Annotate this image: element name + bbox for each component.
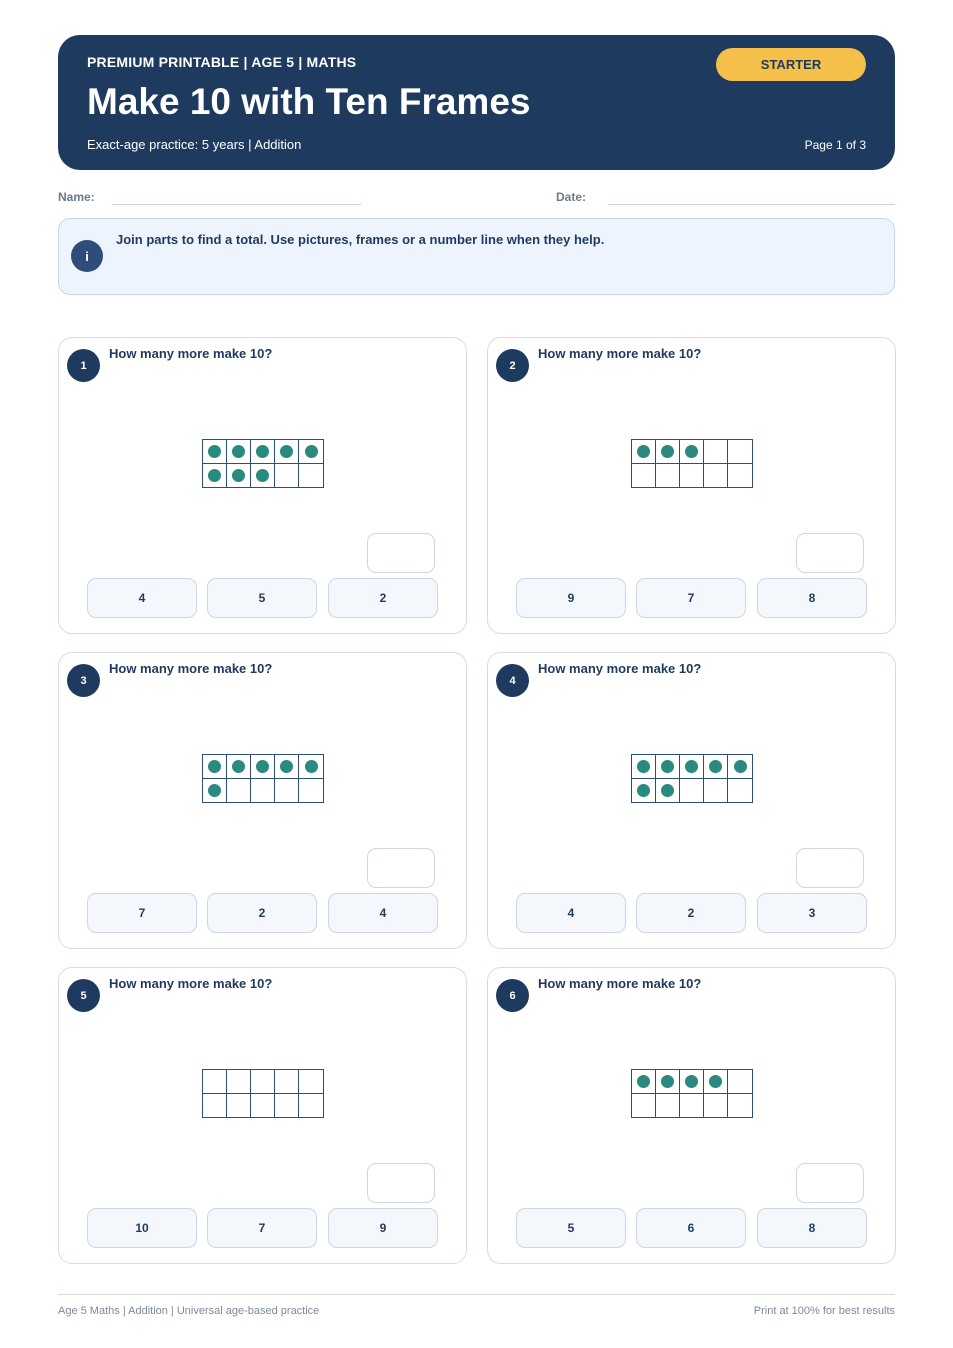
footer-right: Print at 100% for best results — [753, 1305, 895, 1317]
answer-option[interactable]: 2 — [636, 893, 746, 933]
ten-frame-cell — [299, 440, 323, 464]
date-label: Date: — [556, 190, 587, 204]
ten-frame — [631, 1069, 753, 1118]
ten-frame-cell — [656, 755, 680, 779]
ten-frame-cell — [275, 755, 299, 779]
ten-frame-cell — [203, 779, 227, 803]
ten-frame-cell — [275, 1094, 299, 1118]
ten-frame-cell — [299, 1094, 323, 1118]
problem-question: How many more make 10? — [538, 661, 702, 676]
ten-frame-cell — [227, 464, 251, 488]
answer-option[interactable]: 2 — [328, 578, 438, 618]
ten-frame-cell — [632, 1070, 656, 1094]
ten-frame-cell — [632, 779, 656, 803]
problem-question: How many more make 10? — [538, 976, 702, 991]
counter-dot — [305, 445, 318, 458]
counter-dot — [661, 784, 674, 797]
answer-box[interactable] — [367, 1163, 435, 1203]
ten-frame-cell — [728, 1070, 752, 1094]
ten-frame-cell — [275, 1070, 299, 1094]
ten-frame-cell — [299, 779, 323, 803]
answer-box[interactable] — [796, 1163, 864, 1203]
ten-frame-cell — [704, 464, 728, 488]
answer-option[interactable]: 10 — [87, 1208, 197, 1248]
ten-frame — [202, 1069, 324, 1118]
counter-dot — [280, 445, 293, 458]
ten-frame-cell — [251, 1094, 275, 1118]
ten-frame-cell — [275, 779, 299, 803]
answer-option[interactable]: 9 — [328, 1208, 438, 1248]
ten-frame-cell — [275, 464, 299, 488]
ten-frame-cell — [632, 464, 656, 488]
counter-dot — [256, 469, 269, 482]
ten-frame-cell — [227, 440, 251, 464]
ten-frame-cell — [728, 1094, 752, 1118]
counter-dot — [232, 469, 245, 482]
ten-frame-cell — [632, 440, 656, 464]
answer-option[interactable]: 5 — [516, 1208, 626, 1248]
ten-frame-cell — [656, 1070, 680, 1094]
counter-dot — [256, 760, 269, 773]
answer-option[interactable]: 8 — [757, 1208, 867, 1248]
counter-dot — [709, 760, 722, 773]
ten-frame-cell — [632, 755, 656, 779]
ten-frame-cell — [299, 1070, 323, 1094]
answer-option[interactable]: 7 — [87, 893, 197, 933]
answer-option[interactable]: 7 — [207, 1208, 317, 1248]
page-title: Make 10 with Ten Frames — [87, 81, 531, 122]
ten-frame-cell — [656, 464, 680, 488]
header-subtitle: Exact-age practice: 5 years | Addition — [87, 137, 302, 152]
problem-question: How many more make 10? — [538, 346, 702, 361]
instructions-text: Join parts to find a total. Use pictures, frames or a number line when they help. — [116, 232, 605, 247]
ten-frame-cell — [299, 464, 323, 488]
ten-frame-cell — [728, 464, 752, 488]
name-label: Name: — [58, 190, 95, 204]
ten-frame-cell — [656, 779, 680, 803]
counter-dot — [208, 784, 221, 797]
problem-question: How many more make 10? — [109, 346, 273, 361]
counter-dot — [305, 760, 318, 773]
answer-option[interactable]: 8 — [757, 578, 867, 618]
counter-dot — [685, 760, 698, 773]
counter-dot — [208, 760, 221, 773]
counter-dot — [685, 445, 698, 458]
ten-frame-cell — [203, 1094, 227, 1118]
counter-dot — [256, 445, 269, 458]
ten-frame-cell — [704, 779, 728, 803]
answer-box[interactable] — [796, 848, 864, 888]
problem-card — [487, 337, 896, 634]
worksheet-header — [58, 35, 895, 170]
ten-frame-cell — [656, 1094, 680, 1118]
answer-option[interactable]: 5 — [207, 578, 317, 618]
problem-card — [487, 652, 896, 949]
counter-dot — [232, 445, 245, 458]
answer-box[interactable] — [367, 848, 435, 888]
problem-number: 1 — [67, 349, 100, 382]
answer-box[interactable] — [367, 533, 435, 573]
ten-frame — [202, 754, 324, 803]
ten-frame-cell — [227, 755, 251, 779]
ten-frame-cell — [704, 440, 728, 464]
ten-frame — [202, 439, 324, 488]
answer-option[interactable]: 4 — [516, 893, 626, 933]
problem-number: 6 — [496, 979, 529, 1012]
problem-question: How many more make 10? — [109, 976, 273, 991]
instructions-box — [58, 218, 895, 295]
page-indicator: Page 1 of 3 — [804, 138, 866, 152]
ten-frame-cell — [251, 464, 275, 488]
problem-card — [58, 652, 467, 949]
ten-frame-cell — [251, 755, 275, 779]
problem-card — [58, 967, 467, 1264]
counter-dot — [637, 784, 650, 797]
counter-dot — [734, 760, 747, 773]
problem-card — [487, 967, 896, 1264]
problem-question: How many more make 10? — [109, 661, 273, 676]
problem-number: 5 — [67, 979, 100, 1012]
ten-frame-cell — [728, 755, 752, 779]
counter-dot — [661, 1075, 674, 1088]
date-field[interactable] — [608, 204, 895, 205]
counter-dot — [637, 1075, 650, 1088]
header-kicker: PREMIUM PRINTABLE | AGE 5 | MATHS — [87, 54, 357, 70]
level-badge: STARTER — [716, 48, 866, 81]
counter-dot — [208, 445, 221, 458]
ten-frame-cell — [680, 440, 704, 464]
answer-option[interactable]: 3 — [757, 893, 867, 933]
ten-frame-cell — [203, 464, 227, 488]
answer-option[interactable]: 4 — [328, 893, 438, 933]
answer-option[interactable]: 9 — [516, 578, 626, 618]
ten-frame-cell — [680, 1094, 704, 1118]
ten-frame-cell — [680, 1070, 704, 1094]
problem-card — [58, 337, 467, 634]
problem-number: 4 — [496, 664, 529, 697]
ten-frame-cell — [704, 755, 728, 779]
footer-left: Age 5 Maths | Addition | Universal age-based practice — [58, 1305, 320, 1317]
name-field[interactable] — [112, 204, 361, 205]
ten-frame-cell — [299, 755, 323, 779]
ten-frame-cell — [275, 440, 299, 464]
ten-frame-cell — [704, 1070, 728, 1094]
answer-box[interactable] — [796, 533, 864, 573]
problem-number: 2 — [496, 349, 529, 382]
counter-dot — [232, 760, 245, 773]
ten-frame-cell — [227, 779, 251, 803]
footer-divider — [58, 1294, 895, 1295]
counter-dot — [709, 1075, 722, 1088]
answer-option[interactable]: 6 — [636, 1208, 746, 1248]
counter-dot — [280, 760, 293, 773]
counter-dot — [637, 760, 650, 773]
answer-option[interactable]: 7 — [636, 578, 746, 618]
ten-frame-cell — [680, 779, 704, 803]
counter-dot — [661, 760, 674, 773]
answer-option[interactable]: 4 — [87, 578, 197, 618]
problem-number: 3 — [67, 664, 100, 697]
ten-frame-cell — [704, 1094, 728, 1118]
ten-frame-cell — [251, 779, 275, 803]
ten-frame-cell — [251, 1070, 275, 1094]
ten-frame — [631, 754, 753, 803]
counter-dot — [208, 469, 221, 482]
ten-frame-cell — [203, 440, 227, 464]
counter-dot — [637, 445, 650, 458]
info-icon: i — [71, 240, 103, 272]
ten-frame-cell — [728, 440, 752, 464]
ten-frame-cell — [680, 464, 704, 488]
ten-frame-cell — [203, 1070, 227, 1094]
counter-dot — [685, 1075, 698, 1088]
ten-frame-cell — [728, 779, 752, 803]
ten-frame-cell — [680, 755, 704, 779]
ten-frame-cell — [251, 440, 275, 464]
ten-frame-cell — [227, 1094, 251, 1118]
counter-dot — [661, 445, 674, 458]
ten-frame-cell — [656, 440, 680, 464]
ten-frame-cell — [227, 1070, 251, 1094]
ten-frame-cell — [203, 755, 227, 779]
ten-frame-cell — [632, 1094, 656, 1118]
answer-option[interactable]: 2 — [207, 893, 317, 933]
ten-frame — [631, 439, 753, 488]
